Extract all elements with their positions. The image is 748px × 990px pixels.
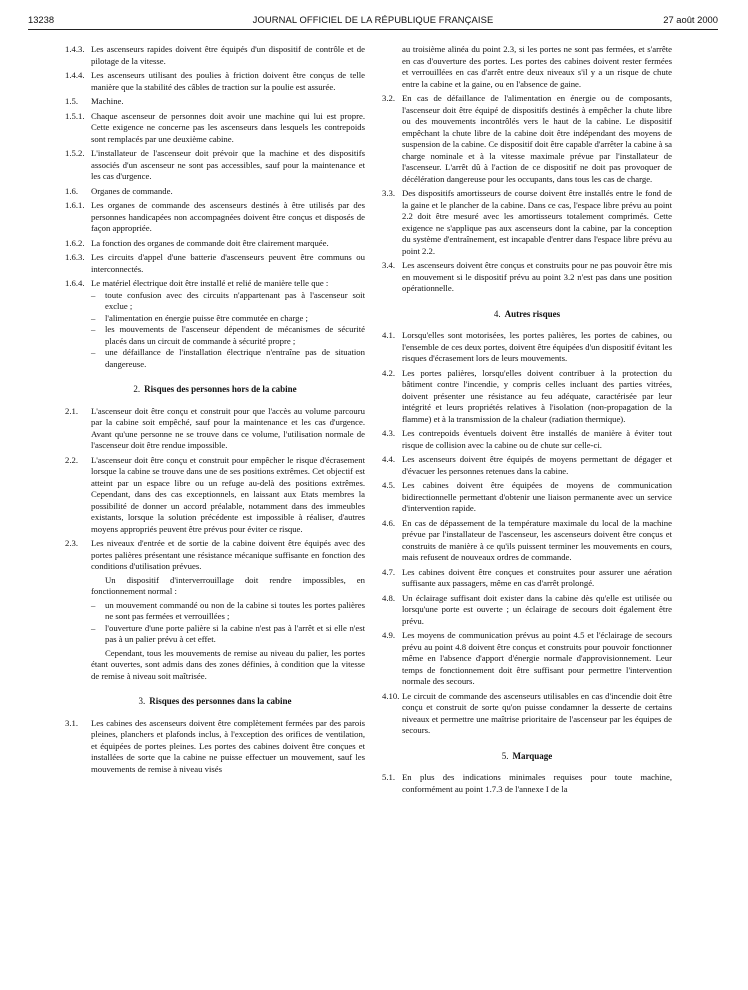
article-text: Les organes de commande des ascenseurs destinés à être utilisés par des personnes handicapées non accompagnées doivent être conçus et disposés de façon appropriée. [91,200,365,233]
article-2-3 [65,538,365,682]
journal-title: JOURNAL OFFICIEL DE LA RÉPUBLIQUE FRANÇAISE [252,14,494,25]
section-title: Risques des personnes hors de la cabine [144,384,297,394]
list-item: – une défaillance de l'installation électrique n'entraîne pas de situation dangereuse. [91,347,365,370]
section-title: Risques des personnes dans la cabine [149,696,292,706]
article-4-2 [382,368,672,426]
article-4-10 [382,691,672,737]
article-text: Machine. [91,96,124,106]
article-3-2 [382,93,672,185]
section-title: Autres risques [504,308,561,319]
section-heading-2 [65,384,365,396]
article-text: La fonction des organes de commande doit être clairement marquée. [91,237,329,248]
article-text: Les circuits d'appel d'une batterie d'ascenseurs peuvent être communs ou interconnectés. [91,252,365,274]
article-text: Le circuit de commande des ascenseurs utilisables en cas d'incendie doit être conçu et construit de sorte qu'on puisse condamner la desserte de certains niveaux et permettre une maîtrise prioritaire de l'ascenseur par les équipes de secours. [402,690,672,735]
article-1-5-2 [65,148,365,183]
article-text: En cas de défaillance de l'alimentation en énergie ou de composants, l'ascenseur doit être équipé de dispositifs destinés à empêcher la chute libre ou des mouvements incontrôlés vers le haut de la cabine. Le dispositif empêchant la chute libre de la cabine doit être indépendant des moyens de suspension de la cabine. Ce dispositif doit être capable d'arrêter la cabine à sa charge nominale et à la vitesse maximale prévue par l'installateur de l'ascenseur. L'arrêt dû à l'action de ce dispositif ne doit pas provoquer de décélération dangereuse pour les occupants, dans tous les cas de charge. [402,93,672,184]
article-text: Les cabines des ascenseurs doivent être complètement fermées par des parois pleines, planchers et plafonds inclus, à l'exception des orifices de ventilation, et équipées de portes pleines. Les portes des cabines doivent être conçues et installées de sorte que la cabine ne puisse effectuer un mouvement, sauf les mouvements de remise à niveau visés [91,717,365,774]
article-number: 4.3. [382,428,396,438]
section-heading-4 [382,309,672,321]
article-text: Les cabines doivent être conçues et construites pour assurer une aération suffisante aux passagers, même en cas d'arrêt prolongé. [402,566,672,588]
right-column [382,44,672,798]
article-1-5 [65,96,365,108]
article-4-6 [382,518,672,564]
article-4-1 [382,330,672,365]
article-text: En plus des indications minimales requises pour toute machine, conformément au point 1.7.3 de l'annexe I de la [402,772,672,794]
article-number: 2.3. [65,538,79,548]
article-4-8 [382,593,672,628]
section-number: 3. [138,696,146,706]
article-1-6-2 [65,238,365,250]
article-1-4-3 [65,44,365,67]
page-header [28,14,718,36]
article-1-4-4 [65,70,365,93]
article-number: 1.4.4. [65,70,85,80]
article-5-1 [382,772,672,795]
article-text: Les niveaux d'entrée et de sortie de la cabine doivent être équipés avec des portes palières présentant une résistance mécanique suffisante en fonction des conditions d'utilisation prévues. [91,538,365,571]
article-2-2 [65,455,365,536]
article-text: Les portes palières, lorsqu'elles doivent contribuer à la protection du bâtiment contre l'incendie, y compris celles incluant des parties vitrées, doivent présenter une résistance au feu adéquate, caractérisée par leur intégrité et leurs propriétés relatives à l'isolation (non-propagation de la flamme) et à la transmission de la chaleur (radiation thermique). [402,367,672,424]
section-heading-3 [65,696,365,708]
article-1-6-4 [65,278,365,370]
header-rule [28,29,718,30]
article-number: 1.6. [65,185,79,196]
list-item: – l'ouverture d'une porte palière si la cabine n'est pas à l'arrêt et si elle n'est pas à un palier prévu à cet effet. [91,623,365,646]
article-text: Organes de commande. [91,185,173,196]
article-number: 3.4. [382,260,396,270]
list-item: – l'alimentation en énergie puisse être commutée en charge ; [91,313,365,325]
article-text: L'ascenseur doit être conçu et construit pour que l'accès au volume parcouru par la cabine soit empêché, sauf pour la maintenance et les cas d'urgence. Avant qu'une personne ne se trouve dans ce volume, l'utilisation normale de l'ascenseur doit être rendue impossible. [91,405,365,450]
left-column [65,44,365,778]
article-4-4 [382,454,672,477]
article-4-5 [382,480,672,515]
article-number: 4.1. [382,330,396,340]
article-number: 3.3. [382,188,396,198]
article-number: 1.6.2. [65,237,85,248]
article-text: Un éclairage suffisant doit exister dans la cabine dès qu'elle est utilisée ou lorsqu'une porte est ouverte ; un éclairage de secours doit également être prévu. [402,592,672,626]
article-number: 2.2. [65,454,79,465]
article-text: Les ascenseurs utilisant des poulies à friction doivent être conçus de telle manière que la stabilité des câbles de traction sur la poulie est assurée. [91,70,365,92]
article-4-7 [382,567,672,590]
paragraph: Un dispositif d'interverrouillage doit rendre impossibles, en fonctionnement normal : [91,574,365,596]
section-heading-5 [382,751,672,763]
article-number: 1.6.1. [65,200,85,210]
article-number: 1.5.2. [65,148,85,158]
section-number: 4. [493,308,501,319]
article-2-1 [65,406,365,452]
article-3-3 [382,188,672,257]
section-number: 5. [501,750,509,761]
article-text: Les ascenseurs rapides doivent être équipés d'un dispositif de contrôle et de pilotage de la vitesse. [91,44,365,66]
issue-date: 27 août 2000 [663,14,718,25]
article-4-3 [382,428,672,451]
article-number: 4.5. [382,480,396,490]
article-text: En cas de dépassement de la température maximale du local de la machine prévue par l'installateur de l'ascenseur, les ascenseurs doivent être conçus et construits de manière à ce qu'ils puissent terminer les mouvements en cours, mais refusent de nouveaux ordres de commande. [402,517,672,562]
article-1-6-3 [65,252,365,275]
article-number: 1.5. [65,96,79,106]
article-number: 1.5.1. [65,110,85,121]
article-text: Le matériel électrique doit être installé et relié de manière telle que : [91,278,329,288]
article-3-1-continued [382,44,672,90]
article-number: 4.10. [382,690,400,701]
article-text: au troisième alinéa du point 2.3, si les portes ne sont pas fermées, et s'arrête en cas d'ouverture des portes. Les portes des cabines doivent rester fermées et verrouillées en cas d'arrêt entre deux niveaux s'il y a un risque de chute entre la cabine et la gaine, ou en l'absence de gaine. [402,44,672,89]
article-text: Chaque ascenseur de personnes doit avoir une machine qui lui est propre. Cette exigence ne concerne pas les ascenseurs dans lesquels les contrepoids sont remplacés par une deuxième cabine. [91,110,365,144]
article-1-6 [65,186,365,198]
list-item: – toute confusion avec des circuits n'appartenant pas à l'ascenseur soit exclue ; [91,290,365,313]
article-number: 4.4. [382,454,396,464]
article-text: Lorsqu'elles sont motorisées, les portes palières, les portes de cabines, ou l'ensemble de ces deux portes, doivent être équipées d'un dispositif évitant les risques d'écrasement lors de leurs mouvements. [402,330,672,363]
article-number: 3.1. [65,717,79,728]
article-number: 1.6.3. [65,252,85,262]
article-text: L'ascenseur doit être conçu et construit pour empêcher le risque d'écrasement lorsque la cabine se trouve dans une de ses positions extrêmes. Cet objectif est atteint par un espace libre ou un refuge au-delà des positions extrêmes. Cependant, dans des cas exceptionnels, en laissant aux Etats membres la possibilité de donner un accord préalable, notamment dans des immeubles existants, lorsque la solution précédente est impossible à réaliser, d'autres moyens appropriés peuvent être prévus pour éviter ce risque. [91,454,365,534]
article-number: 4.8. [382,592,396,603]
section-title: Marquage [512,750,553,761]
article-number: 4.9. [382,630,396,640]
article-number: 1.4.3. [65,44,85,54]
article-number: 1.6.4. [65,278,85,288]
article-number: 4.6. [382,517,396,528]
article-text: Les cabines doivent être équipées de moyens de communication bidirectionnelle permettant d'obtenir une liaison permanente avec un service d'intervention rapide. [402,480,672,513]
page-number: 13238 [28,14,55,25]
section-number: 2. [133,384,141,394]
article-text: Les ascenseurs doivent être conçus et construits pour ne pas pouvoir être mis en mouvement si le dispositif prévu au point 3.2 n'est pas dans une position opérationnelle. [402,260,672,293]
article-3-4 [382,260,672,295]
paragraph: Cependant, tous les mouvements de remise au niveau du palier, les portes étant ouvertes, sont admis dans des zones définies, à condition que la vitesse de remise à niveau soit maîtrisée. [91,647,365,681]
article-text: Des dispositifs amortisseurs de course doivent être installés entre le fond de la gaine et le plancher de la cabine. Dans ce cas, l'espace libre prévu au point 2.2 doit être mesuré avec les amortisseurs totalement comprimés. Cette exigence ne s'applique pas aux ascenseurs dont la cabine, par la conception du système d'entraînement, est incapable d'entrer dans l'espace libre prévu au point 2.2. [402,188,672,256]
article-number: 4.7. [382,566,396,577]
article-number: 2.1. [65,405,79,416]
article-1-5-1 [65,111,365,146]
list-item: – un mouvement commandé ou non de la cabine si toutes les portes palières ne sont pas fermées et verrouillées ; [91,600,365,623]
article-number: 5.1. [382,772,396,782]
article-text: Les ascenseurs doivent être équipés de moyens permettant de dégager et d'évacuer les personnes retenues dans la cabine. [402,454,672,476]
article-text: L'installateur de l'ascenseur doit prévoir que la machine et des dispositifs associés d'un ascenseur ne sont pas accessibles, sauf pour la maintenance et les cas d'urgence. [91,148,365,181]
article-number: 4.2. [382,367,396,378]
article-1-6-1 [65,200,365,235]
article-3-1 [65,718,365,776]
article-text: Les moyens de communication prévus au point 4.5 et l'éclairage de secours prévu au point 4.8 doivent être conçus et construits pour pouvoir fonctionner même en l'absence d'apport d'énergie normale d'approvisionnement. Leur temps de fonctionnement doit être suffisant pour permettre l'intervention normale des secours. [402,630,672,686]
article-4-9 [382,630,672,688]
article-text: Les contrepoids éventuels doivent être installés de manière à éviter tout risque de collision avec la cabine ou de chute sur celle-ci. [402,428,672,450]
list-item: – les mouvements de l'ascenseur dépendent de mécanismes de sécurité placés dans un circuit de commande à sécurité propre ; [91,324,365,347]
article-number: 3.2. [382,93,396,103]
